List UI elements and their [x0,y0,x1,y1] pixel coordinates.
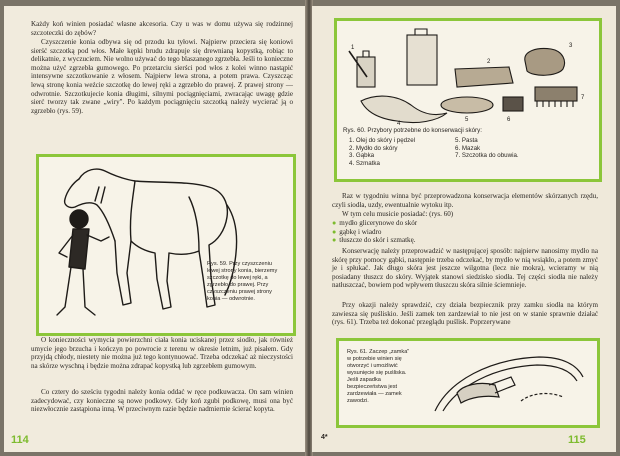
figure-60-list-col2 [455,137,519,160]
page-number-left: 114 [11,434,29,446]
left-page [4,6,306,452]
figure-60-label-7: 7 [581,95,585,101]
list-item: ● tłuszcze do skór i szmatkę. [332,236,416,245]
page-number-right: 115 [568,434,586,446]
supplies-list [332,219,598,245]
figure-60 [334,18,602,182]
figure-60-item: 1. Olej do skóry i pędzel [349,137,416,144]
figure-60-label-3: 3 [569,43,573,49]
figure-59 [36,154,296,336]
paragraph-leather-care: Raz w tygodniu winna być przeprowadzona konserwacja elementów skórzanych rzędu, czyli siodła, uzdy, ewentualnie wytoku itp. [332,192,598,209]
horse-grooming-illustration [39,157,293,333]
paragraph-procedure: Konserwację należy przeprowadzić w następującej sposób: najpierw nanosimy mydło na skórę przy pomocy gąbki, następnie trzeba odczekać, by mydło w nią wsiąkło, a potem zmyć je i spłukać. Jak długo skóra jest jeszcze wilgotna (lecz nie mokra), wcieramy w nią posiadany tłuszcz do skóry. Wyjątek stanowi siedzisko siodła. Tej części siodła nie należy natłuszczać, bowiem pod wpływem tłuszczu skóra silnie ściemnieje. [332,247,598,290]
paragraph-farrier: Co cztery do sześciu tygodni należy konia oddać w ręce podkuwacza. On sam winien zadecydować, czy konieczne są nowe podkowy. Gdy koń zgubi podkowę, musi ona być niezwłocznie zastąpiona inną. W przeciwnym razie będzie nadmiernie ścierać kopyta. [31,388,293,414]
figure-60-item: 2. Mydło do skóry [349,144,398,152]
paragraph-washing: O konieczności wymycia powierzchni ciała konia uciskanej przez siodło, jak również umycie jego brzucha i kończyn po powrocie z terenu w okresie letnim, już pisałem. Gdy przyjdą chłody, niestety nie można już tego kontynuować. Trzeba odczekać aż nieczystości na skórze wyschną i będzie można zdrapać kopystką lub zgrzebłem gumowym. [31,336,293,370]
figure-60-label-1: 1 [351,45,355,51]
right-page [312,6,616,452]
figure-60-caption-title: Rys. 60. Przybory potrzebne do konserwacji skóry: [343,127,482,134]
paragraph-requirements: W tym celu musicie posiadać: (rys. 60) [342,210,454,218]
figure-60-label-4: 4 [397,121,401,125]
signature-mark: 4* [321,434,328,441]
figure-60-label-5: 5 [465,117,469,123]
paragraph-grooming: Czyszczenie konia odbywa się od przodu ku tyłowi. Najpierw przeciera się koniowi sierść szczotką pod włos. Małe kępki brudu zdrapuje się drewnianą kopystką, robiąc to delikatnie, z wyczuciem. Nie wolno używać do tego blaszanego zgrzebła. Jeśli to konieczne można użyć zgrzebła gumowego. Po przetarciu sierści pod włos z kolei winno nastąpić intensywne szczotkowanie z włosem. Najpierw lewa strona, a potem prawa. Czyszcząc lewą stronę konia weźcie szczotkę do lewej ręki a zgrzebło do prawej. Z prawej strony — odwrotnie. Szczotkujecie konia długimi, silnymi pociągnięciami, zwracając uwagę gdzie sierć tworzy tak zwane „wiry". Po każdym pociągnięciu szczotką należy wycierać ją o zgrzebło (rys. 59). [31,38,293,115]
leather-care-tools-illustration [337,21,599,125]
paragraph-safety-catch: Przy okazji należy sprawdzić, czy działa bezpiecznik przy zamku siodła na którym zawiesza się puśliskio. Jeśli zamek ten zardzewiał to nie jest on w stanie sprawnie działać (rys. 61). Trzeba też dokonać przeglądu puślisk. Poprzerywane [332,301,598,327]
figure-60-item: 7. Szczotka do obuwia. [455,152,519,160]
stirrup-bar-illustration [339,341,597,425]
paragraph-intro: Każdy koń winien posiadać własne akcesoria. Czy u was w domu używa się rodzinnej szczoteczki do zębów? [31,20,293,37]
list-item: ● mydło glicerynowe do skór [332,219,418,227]
figure-60-label-6: 6 [507,117,511,123]
figure-60-item: 6. Mazak [455,144,481,152]
list-item: ● gąbkę i wiadro [332,227,382,236]
figure-61-caption: Rys. 61. Zaczep „zamka" w potrzebie winien się otworzyć i umożliwić wysunięcie się puśliska. Jeśli zapadka bezpieczeństwa jest zardzewiała — zamek zawodzi. [347,349,410,404]
figure-60-item: 3. Gąbka [349,152,375,160]
figure-59-caption: Rys. 59. Przy czyszczeniu lewej strony konia, bierzemy szczotkę do lewej ręki, a zgrzebło do prawej. Przy czyszczeniu prawej strony konia — odwrotnie. [207,261,278,302]
figure-60-item: 5. Pasta [455,137,478,144]
figure-61 [336,338,600,428]
figure-60-list-col1 [349,137,415,167]
figure-60-label-2: 2 [487,59,491,65]
figure-60-item: 4. Szmatka [349,159,380,167]
